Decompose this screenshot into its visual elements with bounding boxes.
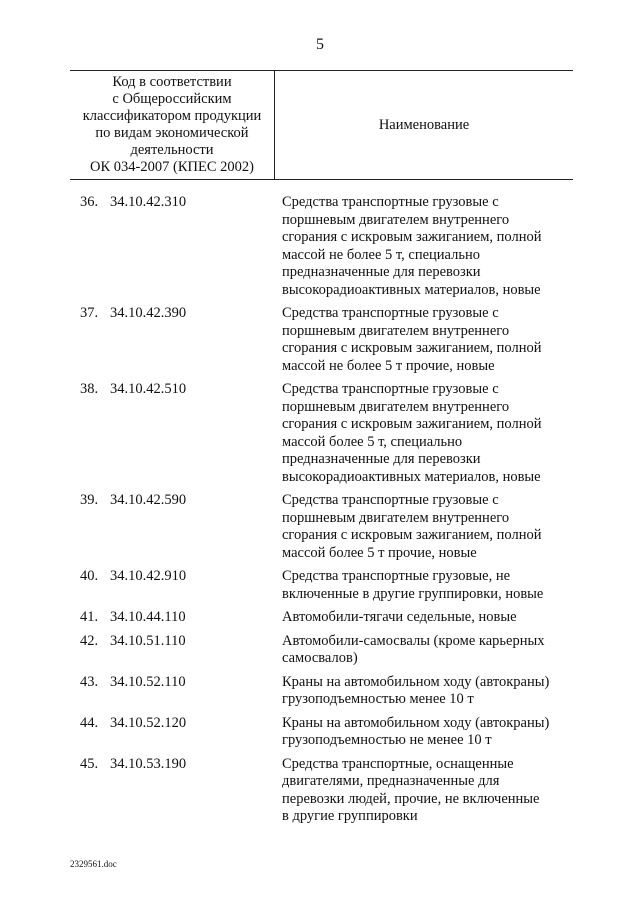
row-number: 42. [80, 632, 99, 649]
row-name-line: массой более 5 т прочие, новые [282, 544, 477, 561]
row-number: 45. [80, 755, 99, 772]
row-name [282, 674, 572, 709]
row-name [282, 305, 572, 375]
table-row [80, 305, 580, 375]
row-code: 34.10.53.190 [110, 755, 187, 772]
row-code: 34.10.52.120 [110, 714, 187, 731]
row-name [282, 568, 572, 603]
row-name-line: двигателями, предназначенные для [282, 773, 500, 789]
header-code-column [70, 71, 275, 179]
row-name [282, 756, 572, 826]
document-footer: 2329561.doc [70, 859, 117, 869]
row-name-line: Средства транспортные грузовые с [282, 381, 499, 397]
row-name-line: поршневым двигателем внутреннего [282, 509, 510, 526]
table-row [80, 381, 580, 486]
row-name-line: Краны на автомобильном ходу (автокраны) [282, 714, 550, 731]
table-row [80, 194, 580, 299]
row-name-line: Автомобили-самосвалы (кроме карьерных [282, 632, 545, 649]
row-name-line: сгорания с искровым зажиганием, полной [282, 229, 542, 245]
row-name-line: грузоподъемностью менее 10 т [282, 691, 474, 707]
header-code-line: по видам экономической [95, 125, 249, 141]
row-code: 34.10.42.510 [110, 381, 187, 397]
row-name-line: массой не более 5 т прочие, новые [282, 357, 495, 374]
table-row [80, 633, 580, 668]
row-name-line: предназначенные для перевозки [282, 264, 481, 280]
header-code-line: Код в соответствии [112, 74, 232, 90]
row-number: 43. [80, 673, 99, 690]
row-number: 40. [80, 568, 99, 584]
row-name-line: в другие группировки [282, 808, 418, 824]
row-number: 39. [80, 492, 99, 508]
row-name-line: поршневым двигателем внутреннего [282, 398, 510, 415]
row-name-line: грузоподъемностью не менее 10 т [282, 732, 492, 748]
row-name-line: самосвалов) [282, 650, 358, 666]
header-name-column [275, 71, 573, 179]
header-code-line: деятельности [130, 142, 214, 158]
table-row [80, 674, 580, 709]
table-row [80, 756, 580, 826]
row-number: 41. [80, 609, 99, 625]
header-code-line: с Общероссийским [112, 91, 232, 107]
table-row [80, 492, 580, 562]
row-name-line: поршневым двигателем внутреннего [282, 211, 510, 228]
row-code: 34.10.42.910 [110, 568, 187, 584]
row-code: 34.10.42.310 [110, 194, 187, 210]
table-body [80, 194, 580, 832]
row-name-line: сгорания с искровым зажиганием, полной [282, 416, 542, 432]
row-name [282, 381, 572, 486]
row-name [282, 633, 572, 668]
row-name-line: перевозки людей, прочие, не включенные [282, 790, 540, 807]
row-name-line: поршневым двигателем внутреннего [282, 322, 510, 339]
row-name-line: предназначенные для перевозки [282, 451, 481, 467]
row-name-line: Краны на автомобильном ходу (автокраны) [282, 673, 550, 690]
table-header [70, 70, 573, 180]
page-number: 5 [316, 36, 324, 53]
row-name [282, 194, 572, 299]
row-name-line: Автомобили-тягачи седельные, новые [282, 609, 517, 625]
table-row [80, 715, 580, 750]
header-code-text [83, 74, 262, 176]
row-name [282, 715, 572, 750]
row-name-line: массой более 5 т, специально [282, 433, 463, 450]
row-name-line: Средства транспортные грузовые, не [282, 568, 511, 584]
row-number: 44. [80, 714, 99, 731]
row-code: 34.10.42.390 [110, 305, 187, 321]
row-code: 34.10.42.590 [110, 492, 187, 508]
header-code-line: классификатором продукции [82, 108, 262, 124]
header-code-line: ОК 034-2007 (КПЕС 2002) [90, 159, 254, 175]
table-row [80, 568, 580, 603]
row-number: 36. [80, 194, 99, 210]
row-code: 34.10.51.110 [110, 632, 186, 649]
row-name-line: Средства транспортные грузовые с [282, 492, 499, 508]
row-name-line: высокорадиоактивных материалов, новые [282, 468, 541, 485]
table-row [80, 609, 580, 627]
row-code: 34.10.44.110 [110, 609, 186, 625]
row-name [282, 609, 572, 627]
row-number: 38. [80, 381, 99, 397]
row-name-line: высокорадиоактивных материалов, новые [282, 281, 541, 298]
row-name-line: сгорания с искровым зажиганием, полной [282, 340, 542, 356]
row-code: 34.10.52.110 [110, 673, 186, 690]
row-name [282, 492, 572, 562]
row-name-line: массой не более 5 т, специально [282, 246, 480, 263]
row-name-line: сгорания с искровым зажиганием, полной [282, 527, 542, 543]
row-number: 37. [80, 305, 99, 321]
row-name-line: Средства транспортные, оснащенные [282, 755, 514, 772]
row-name-line: включенные в другие группировки, новые [282, 585, 544, 602]
header-name-text: Наименование [378, 116, 470, 133]
row-name-line: Средства транспортные грузовые с [282, 194, 499, 210]
row-name-line: Средства транспортные грузовые с [282, 305, 499, 321]
